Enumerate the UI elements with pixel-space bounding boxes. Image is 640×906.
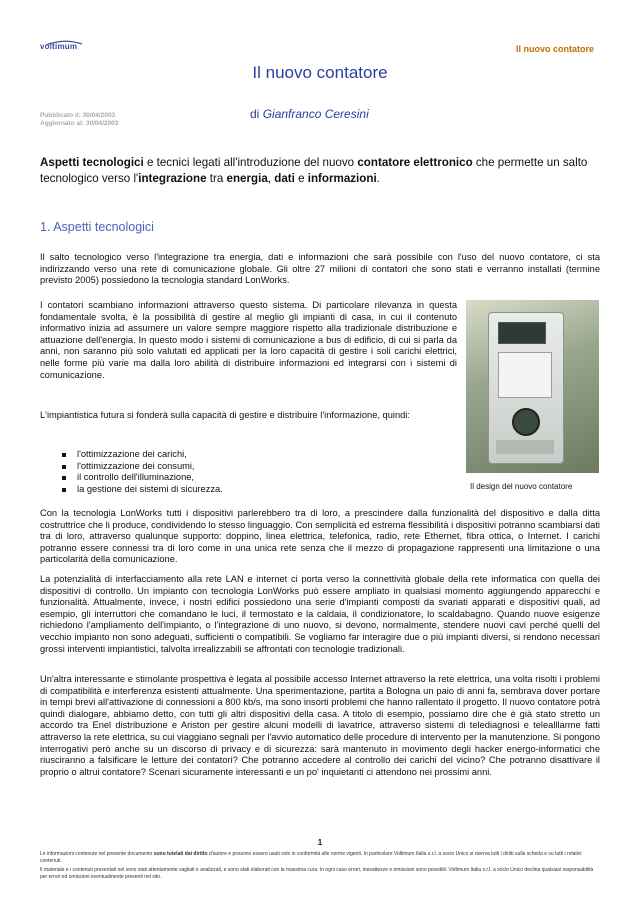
list-item-text: la gestione dei sistemi di sicurezza. (77, 483, 223, 494)
paragraph: La potenzialità di interfacciamento alla rete LAN e internet ci porta verso la connettività globale della rete informatica con quella dei dispositivi di controllo. Un impianto con tecnologia LonWorks può essere ampliato in qualsiasi momento aggiungendo apparecchi e funzionalità. Attualmente, invece, i nostri edifici possiedono una serie d'impianti composti da svariati apparati e dispositivi quali, ad esempio, gli interruttori che comandano le luci, il termostato e la caldaia, il condizionatore, lo scaldabagno. Quando nuove esigenze richiedono l'ampliamento dell'impianto, o l'integrazione di uno nuovo, si devono, normalmente, stendere nuovi cavi perché quelli del vecchio impianto non sono adeguati, sufficienti o compatibili. Se vogliamo far interagire due o più impianti diversi, si rendono necessari grossi interventi impiantistici, talvolta irrealizzabili se affrontati con tecnologie tradizionali. (40, 574, 600, 654)
footer-text: d'autore e possono essere usati solo in conformità alle norme vigenti. In particolare Voltimum Italia s.r.l. a socio Unico si riserva tutti i diritti sulla scheda e su tutti i relativi contenuti. (40, 851, 582, 864)
header-document-label: Il nuovo contatore (515, 44, 594, 54)
list-item-text: l'ottimizzazione dei consumi, (77, 460, 195, 471)
bullet-list (62, 449, 442, 495)
paragraph: Il salto tecnologico verso l'integrazione tra energia, dati e informazioni che sarà possibile con l'uso del nuovo contatore, ci sta indirizzando verso una rete di comunicazione globale. Gli oltre 27 milioni di contatori che sono stati e verranno installati (termine previsto 2005) possiedono la tecnologia standard LonWorks. (40, 252, 600, 286)
meter-knob (512, 408, 540, 436)
byline (250, 107, 369, 121)
footer-copyright (40, 851, 600, 864)
voltimum-logo (40, 40, 84, 56)
meter-base (496, 440, 554, 454)
intro-text: . (376, 172, 380, 185)
intro-text: tra (206, 172, 227, 185)
bullet-icon (62, 476, 66, 480)
list-item (62, 472, 442, 484)
intro-term: energia (226, 172, 268, 185)
paragraph: I contatori scambiano informazioni attraverso questo sistema. Di particolare rilevanza in questa fondamentale svolta, è la possibilità di gestire al meglio gli impianti di casa, in cui il contenuto informativo inizia ad assumere un valore sempre maggiore rispetto alla tradizionale distribuzione e attuazione dell'energia. In questo modo i sistemi di comunicazione a bus di edificio, di cui si parla da anni, non saranno più solo valutati ed applicati per la loro capacità di gestire i soli carichi elettrici, nelle forme più varie ma dalla loro abilità di distribuire informazioni ed integrarsi con i sistemi di comunicazione. (40, 300, 457, 380)
page-number: 1 (317, 838, 323, 847)
intro-term: contatore elettronico (357, 156, 473, 169)
bullet-icon (62, 488, 66, 492)
logo-text: voltimum (40, 42, 78, 51)
footer-disclaimer (40, 851, 600, 880)
meter-display (498, 322, 546, 344)
footer-liability: Il materiale e i contenuti presentati nel sono stati attentamente vagliati e analizzati, e sono stati elaborati con la massima cura. In ogni caso errori, inesattezze e omissioni sono possibili. Voltimum Italia s.r.l. a socio Unico declina qualsiasi responsabilità per errori ed omissioni eventualmente presenti nel sito. (40, 867, 594, 880)
intro-text: e (294, 172, 308, 185)
list-item (62, 449, 442, 461)
intro-summary (40, 155, 600, 187)
intro-term: integrazione (138, 172, 207, 185)
meter-label-panel (498, 352, 552, 398)
published-date: Pubblicato il: 30/04/2003 (40, 112, 116, 119)
photo-caption: Il design del nuovo contatore (470, 482, 573, 491)
footer-text-bold: sono tutelati dai diritto (153, 851, 208, 857)
intro-term: informazioni (307, 172, 377, 185)
list-item (62, 461, 442, 473)
intro-text: che permette un salto tecnologico verso l' (40, 156, 588, 185)
paragraph: Con la tecnologia LonWorks tutti i dispositivi parlerebbero tra di loro, a prescindere dalla funzionalità del dispositivo e dalla ditta costruttrice che li produce, condividendo lo stesso linguaggio. Con semplicità ed estrema flessibilità i dispositivi potranno scambiarsi dati tra di loro, attraverso qualunque supporto: doppino, linea elettrica, telefonica, radio, rete Ethernet, fibra ottica, o Internet. I carichi potranno essere connessi tra di loro come in una unica rete senza che il mezzo di propagazione rappresenti una limitazione o una particolarità della comunicazione. (40, 508, 600, 565)
bullet-icon (62, 453, 66, 457)
paragraph: L'impiantistica futura si fonderà sulla capacità di gestire e distribuire l'informazione, quindi: (40, 410, 410, 420)
author-name: Gianfranco Ceresini (262, 107, 369, 121)
list-item (62, 484, 442, 496)
paragraph: Un'altra interessante e stimolante prospettiva è legata al possibile accesso Internet attraverso la rete elettrica, una volta risolti i problemi di compatibilità e interferenza esistenti attualmente. Una sperimentazione, partita a Bologna un paio di anni fa, sembrava dover portare in tempi brevi all'attivazione di connessioni a 800 kb/s, ma sono insorti problemi che hanno rallentato il progetto. Il nuovo contatore potrà quindi dialogare, abbiamo detto, con tutti gli altri dispositivi della casa. A titolo di esempio, possiamo dire che è già stato stretto un accordo tra Enel distribuzione e Ariston per gestire alcuni modelli di lavatrice, attraverso sistemi di telediagnosi e telealllarme fatti attraverso la rete elettrica, su cui viaggiano segnali per l'avvio automatico delle procedure di intervento per la manutenzione. Si pongono interrogativi però anche su un discorso di privacy e di sicurezza: sarà mantenuto in movimento degli hacker energo-informatici che riusciranno a falsificare le letture dei contatori? Che potranno accedere al controllo dei carichi del vicino? Che potranno disattivare il proprio o altrui contatore? Scenari sicuramente interessanti e un po' inquietanti ci attendono nei prossimi anni. (40, 674, 600, 777)
meter-photo (466, 300, 599, 473)
list-item-text: l'ottimizzazione dei carichi, (77, 449, 187, 459)
intro-term: Aspetti tecnologici (40, 156, 144, 169)
footer-text: Le informazioni contenute nel presente documento (40, 851, 154, 857)
updated-date: Aggiornato al: 30/04/2003 (40, 120, 119, 127)
list-item-text: il controllo dell'illuminazione, (77, 472, 195, 483)
intro-text: , (267, 172, 275, 185)
bullet-icon (62, 465, 66, 469)
intro-text: e tecnici legati all'introduzione del nuovo (143, 156, 358, 169)
publication-meta (40, 112, 118, 128)
page-title: Il nuovo contatore (252, 63, 388, 82)
intro-term: dati (274, 172, 295, 185)
byline-prefix: di (250, 107, 260, 121)
section-heading: 1. Aspetti tecnologici (40, 220, 154, 234)
